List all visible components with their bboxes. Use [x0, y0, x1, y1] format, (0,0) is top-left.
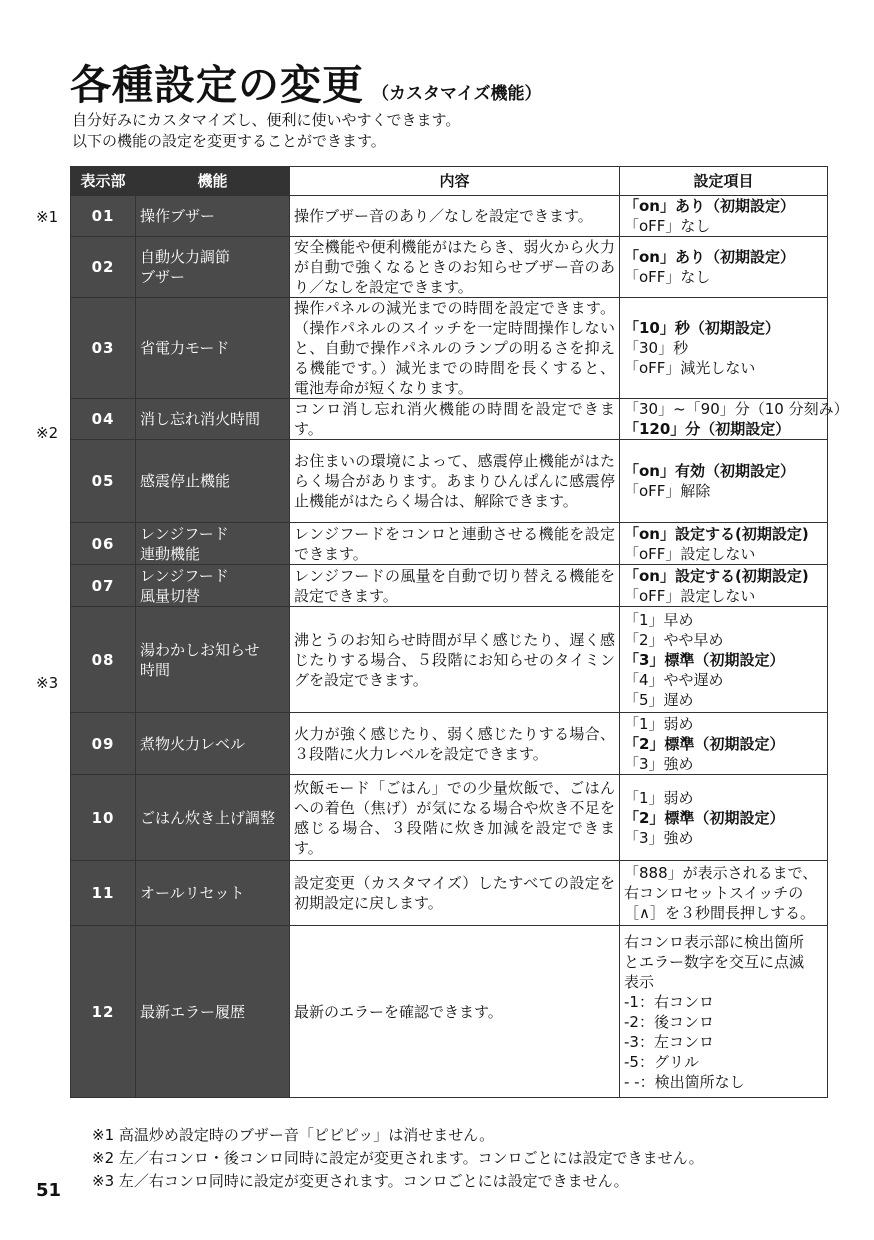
settings-table: [70, 166, 849, 1098]
option: 「30」~「90」分（10 分刻み）: [624, 400, 849, 418]
table-row: [71, 861, 828, 926]
row-function: [136, 926, 290, 1098]
row-function-line: レンジフード: [140, 566, 229, 585]
option-default: 「10」秒（初期設定）: [624, 319, 780, 337]
row-function: [136, 237, 290, 298]
row-code: 01: [71, 196, 136, 237]
table-row: [71, 713, 828, 775]
row-function: [136, 861, 290, 926]
row-options: [620, 399, 849, 440]
table-row: [71, 926, 828, 1098]
row-options: [620, 775, 828, 861]
table-row: [71, 399, 828, 440]
row-code: 07: [71, 565, 136, 607]
row-description: コンロ消し忘れ消火機能の時間を設定できます。: [290, 399, 620, 440]
table-body: [71, 196, 849, 1098]
row-options: [620, 565, 828, 607]
row-function-line: 連動機能: [140, 544, 201, 563]
row-function: [136, 565, 290, 607]
option: 「1」弱め: [624, 788, 694, 807]
row-code: 09: [71, 713, 136, 775]
intro-line: 自分好みにカスタマイズし、便利に使いやすくできます。: [72, 111, 461, 129]
option: 右コンロセットスイッチの: [624, 884, 804, 902]
option: 「oFF」なし: [624, 268, 711, 286]
option: 「3」強め: [624, 754, 694, 773]
table-header-row: [71, 167, 828, 196]
option: 「2」やや早め: [624, 630, 724, 649]
option: 表示: [624, 972, 655, 991]
row-function: [136, 440, 290, 523]
row-options: [620, 523, 828, 565]
table-row: [71, 298, 828, 399]
row-function-line: オールリセット: [140, 884, 245, 902]
row-description: レンジフードをコンロと連動させる機能を設定できます。: [290, 523, 620, 565]
row-options: [620, 237, 828, 298]
table-row: [71, 237, 828, 298]
table-row: [71, 775, 828, 861]
option: 「3」強め: [624, 828, 694, 847]
row-function-line: 自動火力調節: [140, 248, 231, 266]
table-row: [71, 607, 828, 713]
row-description: 炊飯モード「ごはん」での少量炊飯で、ごはんへの着色（焦げ）が気になる場合や炊き不足を感じる場合、３段階に炊き加減を設定できます。: [290, 775, 620, 861]
option: 「30」秒: [624, 339, 689, 357]
title-sub: （カスタマイズ機能）: [372, 84, 542, 104]
option-default: 「2」標準（初期設定）: [624, 734, 785, 753]
intro-line: 以下の機能の設定を変更することができます。: [72, 132, 386, 150]
row-code: 04: [71, 399, 136, 440]
row-function-line: 時間: [140, 660, 171, 679]
intro-text: [72, 110, 460, 152]
option: 「888」が表示されるまで、: [624, 864, 818, 882]
row-function-line: 省電力モード: [140, 339, 230, 357]
option: 「4」やや遅め: [624, 670, 724, 689]
option-default: 「3」標準（初期設定）: [624, 650, 785, 669]
header-function: 機能: [136, 167, 290, 196]
row-options: [620, 440, 828, 523]
row-options: [620, 926, 828, 1098]
row-function: [136, 399, 290, 440]
row-function: [136, 713, 290, 775]
footnotes: [92, 1124, 704, 1193]
note-mark-2: ※2: [36, 424, 59, 442]
row-function: [136, 775, 290, 861]
row-options: [620, 607, 828, 713]
row-code: 12: [71, 926, 136, 1098]
option: 右コンロ表示部に検出箇所: [624, 932, 805, 951]
row-function-line: ごはん炊き上げ調整: [140, 808, 276, 827]
row-function: [136, 523, 290, 565]
table-row: [71, 440, 828, 523]
row-description: お住まいの環境によって、感震停止機能がはたらく場合があります。あまりひんぱんに感震停止機能がはたらく場合は、解除できます。: [290, 440, 620, 523]
row-description: 安全機能や便利機能がはたらき、弱火から火力が自動で強くなるときのお知らせブザー音のあり／なしを設定できます。: [290, 237, 620, 298]
row-description: 最新のエラーを確認できます。: [290, 926, 620, 1098]
option: 「oFF」解除: [624, 482, 711, 500]
row-function-line: 湯わかしお知らせ: [140, 640, 260, 659]
option-default: 「120」分（初期設定）: [624, 420, 791, 438]
option: 「oFF」設定しない: [624, 586, 756, 605]
row-function-line: 操作ブザー: [140, 207, 216, 225]
row-function-line: ブザー: [140, 268, 186, 286]
option: -5：グリル: [624, 1052, 699, 1071]
option: 「oFF」なし: [624, 217, 711, 235]
option: 「5」遅め: [624, 690, 694, 709]
option-default: 「on」設定する(初期設定): [624, 524, 809, 543]
page-title: [70, 52, 542, 111]
note-mark-3: ※3: [36, 674, 59, 692]
row-description: 火力が強く感じたり、弱く感じたりする場合、３段階に火力レベルを設定できます。: [290, 713, 620, 775]
row-options: [620, 861, 828, 926]
row-description: 沸とうのお知らせ時間が早く感じたり、遅く感じたりする場合、５段階にお知らせのタイミングを設定できます。: [290, 607, 620, 713]
table-row: [71, 565, 828, 607]
option: ［∧］を３秒間長押しする。: [624, 904, 815, 922]
option: -3：左コンロ: [624, 1032, 714, 1051]
table-row: [71, 196, 828, 237]
row-code: 03: [71, 298, 136, 399]
option: とエラー数字を交互に点滅: [624, 952, 805, 971]
note-mark-1: ※1: [36, 208, 59, 226]
row-function-line: 風量切替: [140, 586, 201, 605]
option: 「1」早め: [624, 610, 694, 629]
row-code: 02: [71, 237, 136, 298]
row-code: 05: [71, 440, 136, 523]
option-default: 「on」設定する(初期設定): [624, 566, 809, 585]
header-code: 表示部: [71, 167, 136, 196]
header-options: 設定項目: [620, 167, 828, 196]
row-function-line: 最新エラー履歴: [140, 1002, 246, 1021]
table-row: [71, 523, 828, 565]
row-code: 11: [71, 861, 136, 926]
row-options: [620, 713, 828, 775]
option: 「1」弱め: [624, 714, 694, 733]
row-description: 設定変更（カスタマイズ）したすべての設定を初期設定に戻します。: [290, 861, 620, 926]
header-description: 内容: [290, 167, 620, 196]
row-function-line: 感震停止機能: [140, 472, 231, 490]
option: -2：後コンロ: [624, 1012, 714, 1031]
option: 「oFF」減光しない: [624, 359, 756, 377]
footnote: ※2 左／右コンロ・後コンロ同時に設定が変更されます。コンロごとには設定できません。: [92, 1149, 704, 1167]
option-default: 「2」標準（初期設定）: [624, 808, 785, 827]
option-default: 「on」有効（初期設定）: [624, 462, 795, 480]
option: 「oFF」設定しない: [624, 544, 756, 563]
row-function-line: レンジフード: [140, 524, 229, 543]
title-main: 各種設定の変更: [70, 61, 364, 109]
row-function-line: 煮物火力レベル: [140, 734, 246, 753]
row-description: レンジフードの風量を自動で切り替える機能を設定できます。: [290, 565, 620, 607]
row-function-line: 消し忘れ消火時間: [140, 410, 261, 428]
footnote: ※1 高温炒め設定時のブザー音「ピピピッ」は消せません。: [92, 1126, 495, 1144]
row-code: 10: [71, 775, 136, 861]
page-number: 51: [36, 1180, 62, 1201]
option-default: 「on」あり（初期設定）: [624, 248, 795, 266]
option: -1：右コンロ: [624, 992, 714, 1011]
row-function: [136, 298, 290, 399]
row-code: 06: [71, 523, 136, 565]
row-description: 操作ブザー音のあり／なしを設定できます。: [290, 196, 620, 237]
row-function: [136, 196, 290, 237]
row-function: [136, 607, 290, 713]
row-code: 08: [71, 607, 136, 713]
row-description: 操作パネルの減光までの時間を設定できます。（操作パネルのスイッチを一定時間操作しないと、自動で操作パネルのランプの明るさを抑える機能です。）減光までの時間を長くすると、電池寿命が短くなります。: [290, 298, 620, 399]
row-options: [620, 196, 828, 237]
footnote: ※3 左／右コンロ同時に設定が変更されます。コンロごとには設定できません。: [92, 1172, 629, 1190]
option-default: 「on」あり（初期設定）: [624, 197, 795, 215]
option: - -：検出箇所なし: [624, 1072, 745, 1091]
row-options: [620, 298, 828, 399]
